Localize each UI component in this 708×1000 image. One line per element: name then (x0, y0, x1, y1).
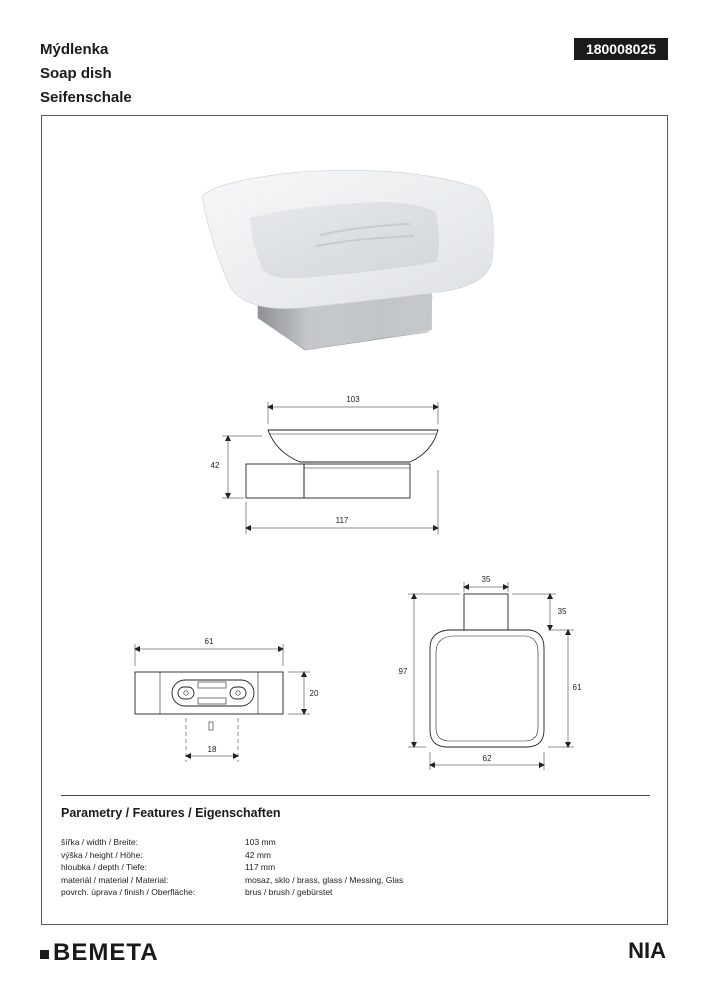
dim-side-depth: 117 (335, 516, 349, 525)
front-wall-bracket (464, 594, 508, 630)
mount-slot-frame (172, 680, 254, 706)
spec-value: mosaz, sklo / brass, glass / Messing, Glas (245, 874, 404, 885)
spec-value: 42 mm (245, 849, 271, 860)
product-photo (202, 170, 493, 350)
mount-slot-right (230, 687, 246, 699)
dim-bracket-height: 35 (557, 607, 567, 616)
dim-front-total-height: 97 (398, 667, 408, 676)
features-title: Parametry / Features / Eigenschaften (61, 806, 281, 820)
dim-front-dish-width: 62 (482, 754, 492, 763)
dim-side-height: 42 (210, 461, 220, 470)
title-german: Seifenschale (40, 89, 132, 106)
spec-label: výška / height / Höhe: (61, 849, 143, 860)
features-divider (61, 795, 650, 796)
side-base (304, 464, 410, 498)
mount-slot-left (178, 687, 194, 699)
brand-name: BEMETA (53, 939, 159, 966)
dim-bottom-width: 61 (204, 637, 214, 646)
spec-label: hloubka / depth / Tiefe: (61, 862, 148, 872)
mount-plate (135, 672, 283, 714)
series-name: NIA (628, 938, 666, 963)
spec-label: šířka / width / Breite: (61, 837, 138, 847)
dim-hole-spacing: 18 (207, 745, 217, 754)
dim-side-width: 103 (346, 395, 360, 404)
brand-square-icon (40, 950, 49, 959)
front-dish-inner (436, 636, 538, 741)
spec-label: materiál / material / Material: (61, 874, 169, 885)
dim-front-dish-height: 61 (572, 683, 582, 692)
spec-value: brus / brush / gebürstet (245, 887, 333, 897)
title-czech: Mýdlenka (40, 41, 109, 58)
spec-label: povrch. úprava / finish / Oberfläche: (61, 887, 196, 897)
dim-bottom-height: 20 (309, 689, 319, 698)
brand-logo (40, 940, 159, 966)
product-code-badge: 180008025 (574, 38, 668, 60)
spec-value: 117 mm (245, 862, 276, 872)
dim-bracket-width: 35 (481, 575, 491, 584)
side-dish-outline (268, 430, 438, 462)
spec-value: 103 mm (245, 837, 276, 847)
side-wall-bracket (246, 464, 304, 498)
front-view-drawing (408, 582, 574, 770)
side-view-drawing (222, 402, 438, 534)
bottom-view-drawing (135, 644, 310, 762)
title-english: Soap dish (40, 65, 112, 82)
front-dish-outer (430, 630, 544, 747)
